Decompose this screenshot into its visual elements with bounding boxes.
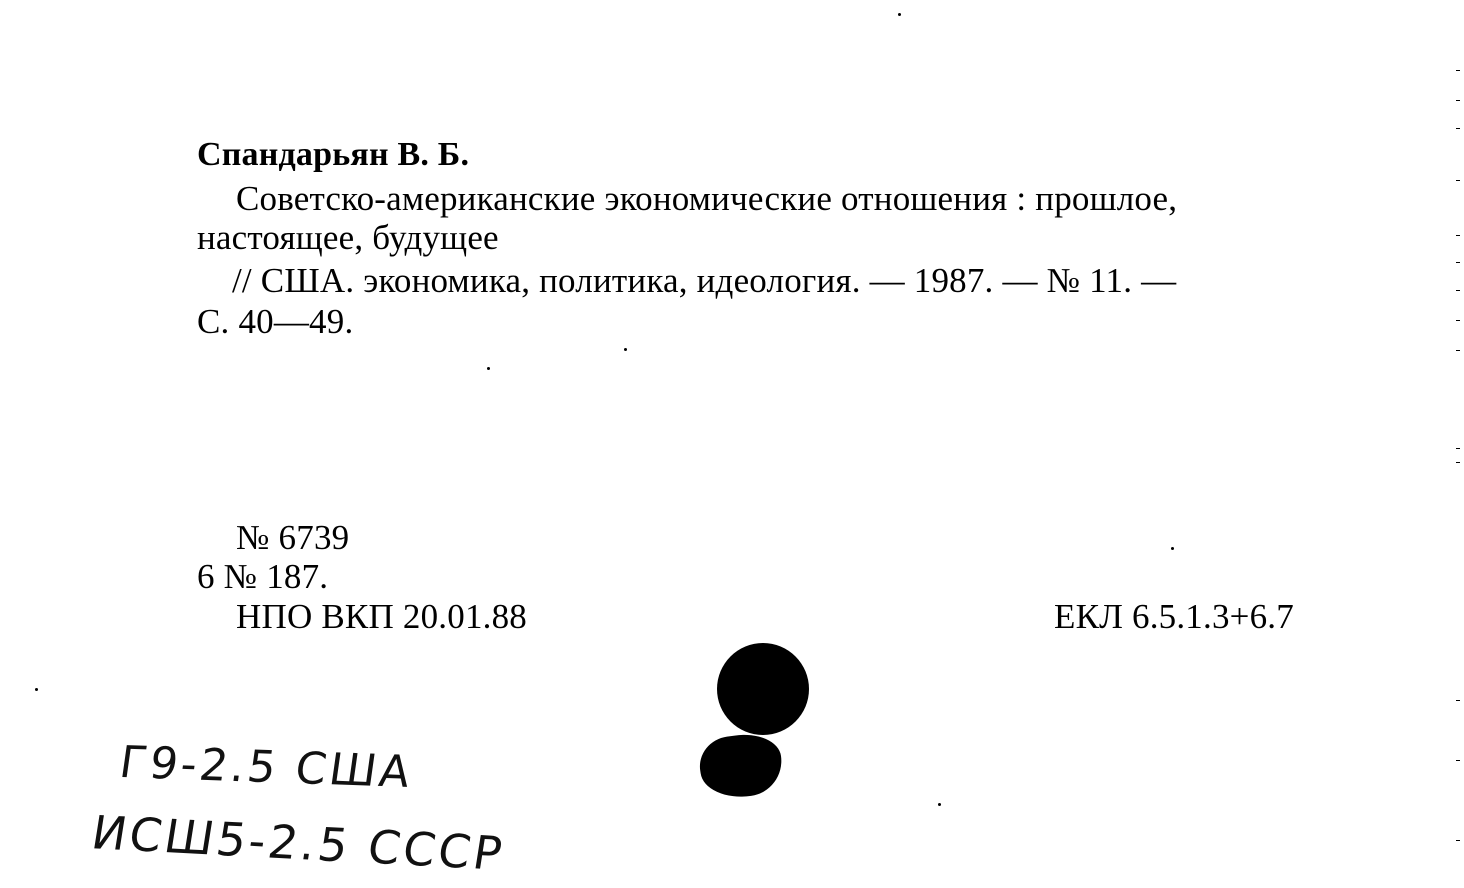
classification-code: ЕКЛ 6.5.1.3+6.7 bbox=[1054, 597, 1294, 636]
speck bbox=[1171, 547, 1174, 550]
reference-number: 6 № 187. bbox=[197, 557, 329, 596]
edge-mark bbox=[1456, 840, 1460, 841]
punch-hole bbox=[717, 643, 809, 735]
handwritten-note-2: ИСШ5-2.5 СССР bbox=[88, 805, 509, 881]
speck bbox=[487, 367, 490, 370]
edge-mark bbox=[1456, 128, 1460, 129]
source-line-1: // США. экономика, политика, идеология. — 1987. — № 11. — bbox=[232, 261, 1177, 300]
accession-number: № 6739 bbox=[236, 518, 350, 557]
punch-hole-tear bbox=[696, 730, 786, 803]
speck bbox=[35, 688, 38, 691]
source-line-2: С. 40—49. bbox=[197, 302, 354, 341]
edge-mark bbox=[1456, 462, 1460, 463]
title-line-2: настоящее, будущее bbox=[197, 218, 499, 257]
edge-mark bbox=[1456, 350, 1460, 351]
edge-mark bbox=[1456, 760, 1460, 761]
edge-mark bbox=[1456, 290, 1460, 291]
handwritten-note-1: Г9-2.5 США bbox=[116, 737, 417, 798]
edge-mark bbox=[1456, 180, 1460, 181]
edge-mark bbox=[1456, 70, 1460, 71]
edge-mark bbox=[1456, 235, 1460, 236]
title-line-1: Советско-американские экономические отношения : прошлое, bbox=[236, 179, 1178, 218]
speck bbox=[938, 803, 941, 806]
edge-mark bbox=[1456, 320, 1460, 321]
speck bbox=[898, 13, 901, 16]
publisher-date: НПО ВКП 20.01.88 bbox=[236, 597, 527, 636]
edge-mark bbox=[1456, 700, 1460, 701]
edge-mark bbox=[1456, 448, 1460, 449]
edge-mark bbox=[1456, 100, 1460, 101]
speck bbox=[624, 348, 627, 351]
author-name: Спандарьян В. Б. bbox=[197, 136, 470, 173]
edge-mark bbox=[1456, 262, 1460, 263]
